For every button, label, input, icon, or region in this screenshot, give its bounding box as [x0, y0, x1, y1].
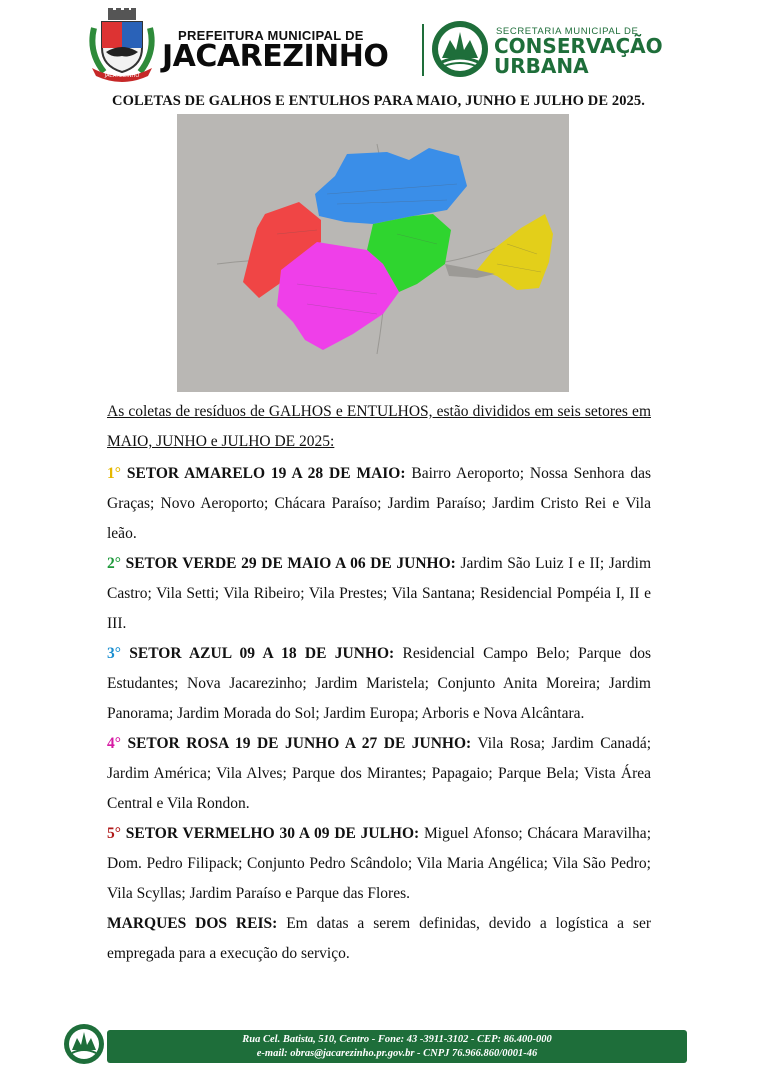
sector-4-text: Vila Rosa; Jardim Canadá; Jardim América; Vila Alves; Parque dos Mirantes; Papagaio; Parque Bela; Vista Área Central e Vila Rondon. — [107, 735, 651, 812]
sector-2-number: 2° — [107, 555, 121, 572]
footer-address: Rua Cel. Batista, 510, Centro - Fone: 43 -3911-3102 - CEP: 86.400-000 — [242, 1034, 552, 1045]
sector-map-graphic — [177, 114, 569, 392]
sector-3 — [107, 639, 651, 729]
secretaria-logo — [430, 18, 490, 80]
sector-1 — [107, 459, 651, 549]
sector-4 — [107, 729, 651, 819]
sector-3-text: Residencial Campo Belo; Parque dos Estudantes; Nova Jacarezinho; Jardim Maristela; Conjunto Anita Moreira; Jardim Panorama; Jardim Morada do Sol; Jardim Europa; Arboris e Nova Alcântara. — [107, 645, 651, 722]
sector-3-number: 3° — [107, 645, 121, 662]
document-body — [107, 397, 651, 969]
prefeitura-top-label: PREFEITURA MUNICIPAL DE — [178, 28, 364, 43]
sector-5-lead: SETOR VERMELHO 30 A 09 DE JULHO: — [125, 825, 420, 842]
intro-paragraph: As coletas de resíduos de GALHOS e ENTULHOS, estão divididos em seis setores em MAIO, JUNHO e JULHO DE 2025: — [107, 403, 651, 450]
footer-contact-bar — [107, 1030, 687, 1063]
sector-1-number: 1° — [107, 465, 121, 482]
sector-2 — [107, 549, 651, 639]
sector-4-number: 4° — [107, 735, 121, 752]
crest-ribbon-text: JACAREZINHO — [104, 73, 140, 79]
sector-5 — [107, 819, 651, 909]
prefeitura-main-label: JACAREZINHO — [162, 39, 389, 74]
sector-5-text: Miguel Afonso; Chácara Maravilha; Dom. Pedro Filipack; Conjunto Pedro Scândolo; Vila Maria Angélica; Vila São Pedro; Vila Scyllas; Jardim Paraíso e Parque das Flores. — [107, 825, 651, 902]
marques-dos-reis-note — [107, 909, 651, 969]
sector-2-lead: SETOR VERDE 29 DE MAIO A 06 DE JUNHO: — [125, 555, 456, 572]
footer-secretaria-logo — [63, 1023, 105, 1065]
marques-text: Em datas a serem definidas, devido a logística a ser empregada para a execução do serviço. — [107, 915, 651, 962]
secretaria-sub-label: URBANA — [494, 54, 589, 78]
sector-1-lead: SETOR AMARELO 19 A 28 DE MAIO: — [126, 465, 406, 482]
secretaria-top-label: SECRETARIA MUNICIPAL DE — [496, 26, 639, 37]
footer-email-cnpj: e-mail: obras@jacarezinho.pr.gov.br - CNPJ 76.966.860/0001-46 — [256, 1048, 538, 1059]
secretaria-main-label: CONSERVAÇÃO — [494, 34, 663, 58]
municipal-crest-logo — [86, 8, 158, 82]
header-divider — [422, 24, 424, 76]
document-title: COLETAS DE GALHOS E ENTULHOS PARA MAIO, JUNHO E JULHO DE 2025. — [112, 93, 645, 109]
sector-2-text: Jardim São Luiz I e II; Jardim Castro; Vila Setti; Vila Ribeiro; Vila Prestes; Vila Santana; Residencial Pompéia I, II e III. — [107, 555, 651, 632]
sector-4-lead: SETOR ROSA 19 DE JUNHO A 27 DE JUNHO: — [127, 735, 472, 752]
marques-lead: MARQUES DOS REIS: — [107, 915, 278, 932]
sector-5-number: 5° — [107, 825, 121, 842]
page-header — [0, 6, 757, 86]
sector-3-lead: SETOR AZUL 09 A 18 DE JUNHO: — [129, 645, 395, 662]
sector-map — [177, 114, 569, 392]
sector-1-text: Bairro Aeroporto; Nossa Senhora das Graças; Novo Aeroporto; Chácara Paraíso; Jardim Paraíso; Jardim Cristo Rei e Vila leão. — [107, 465, 651, 542]
